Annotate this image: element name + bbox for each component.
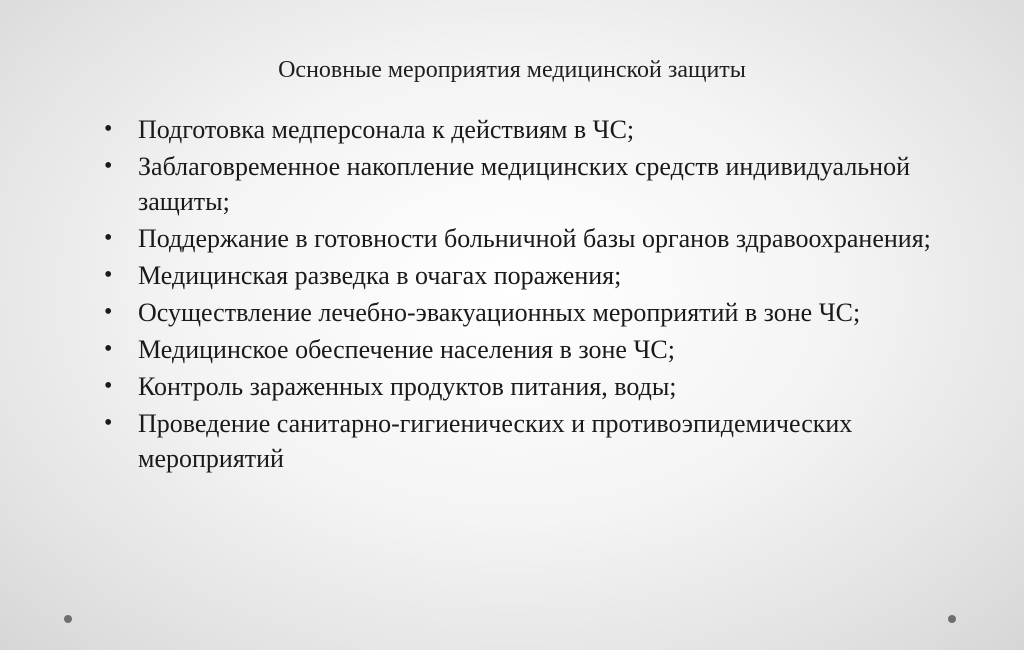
slide-title: Основные мероприятия медицинской защиты	[278, 57, 746, 83]
bullet-text: Осуществление лечебно-эвакуационных мероприятий в зоне ЧС;	[138, 298, 861, 327]
bullet-item	[104, 332, 964, 367]
bullet-item	[104, 221, 964, 256]
bullet-text: Подготовка медперсонала к действиям в ЧС;	[138, 115, 635, 144]
bullet-icon: •	[104, 336, 113, 362]
bullet-item	[104, 112, 964, 147]
bullet-item	[104, 369, 964, 404]
bullet-icon: •	[104, 410, 113, 436]
bullet-item	[104, 258, 964, 293]
bullet-list	[104, 112, 964, 478]
bullet-icon: •	[104, 262, 113, 288]
bullet-item	[104, 149, 964, 219]
bullet-icon: •	[104, 373, 113, 399]
decorative-dot-icon	[948, 615, 956, 623]
bullet-text: Медицинская разведка в очагах поражения;	[138, 261, 622, 290]
bullet-text: Проведение санитарно-гигиенических и противоэпидемических мероприятий	[138, 409, 853, 473]
bullet-icon: •	[104, 153, 113, 179]
bullet-icon: •	[104, 225, 113, 251]
bullet-text: Поддержание в готовности больничной базы органов здравоохранения;	[138, 224, 931, 253]
bullet-text: Медицинское обеспечение населения в зоне ЧС;	[138, 335, 675, 364]
bullet-text: Заблаговременное накопление медицинских средств индивидуальной защиты;	[138, 152, 910, 216]
decorative-dot-icon	[64, 615, 72, 623]
bullet-item	[104, 295, 964, 330]
bullet-icon: •	[104, 116, 113, 142]
bullet-icon: •	[104, 299, 113, 325]
bullet-text: Контроль зараженных продуктов питания, воды;	[138, 372, 677, 401]
bullet-item	[104, 406, 964, 476]
